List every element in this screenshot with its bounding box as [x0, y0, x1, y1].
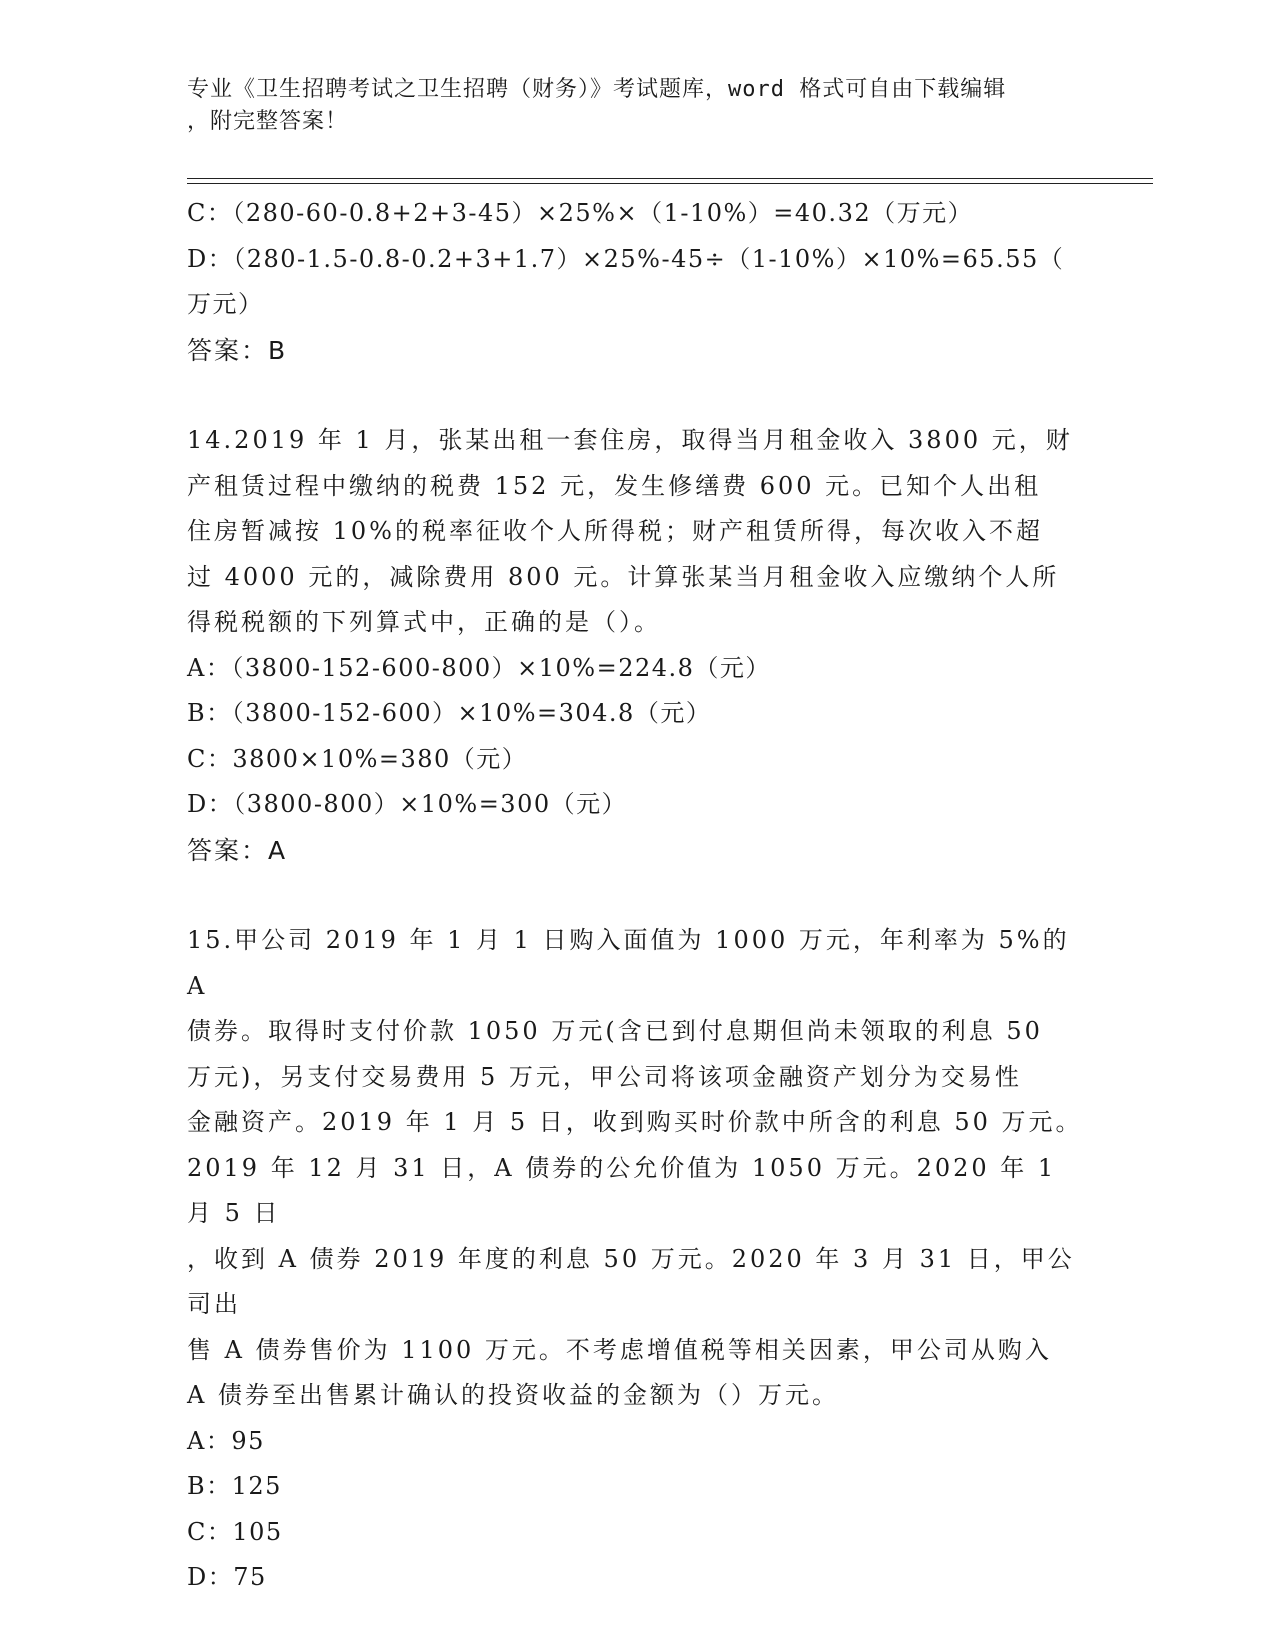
header-divider-top — [187, 178, 1153, 179]
q14-stem-line-1: 14.2019 年 1 月，张某出租一套住房，取得当月租金收入 3800 元，财 — [187, 426, 1073, 454]
header-line-2: ，附完整答案！ — [187, 109, 349, 134]
question-13-continued — [187, 191, 1087, 373]
header-line-1: 专业《卫生招聘考试之卫生招聘（财务）》考试题库，word 格式可自由下载编辑 — [187, 77, 1007, 102]
q13-answer: 答案：B — [187, 335, 288, 365]
q15-stem-line-4: 金融资产。2019 年 1 月 5 日，收到购买时价款中所含的利息 50 万元。 — [187, 1108, 1083, 1136]
q15-stem-line-2: 债券。取得时支付价款 1050 万元(含已到付息期但尚未领取的利息 50 — [187, 1017, 1043, 1045]
q15-stem-line-7: 售 A 债券售价为 1100 万元。不考虑增值税等相关因素，甲公司从购入 — [187, 1335, 1052, 1364]
spacer — [187, 373, 1087, 418]
question-15 — [187, 918, 1087, 1601]
q15-option-b: B：125 — [187, 1472, 282, 1500]
document-header — [187, 74, 1067, 138]
q15-option-d: D：75 — [187, 1563, 267, 1591]
q13-option-c: C：（280-60-0.8+2+3-45）×25%×（1-10%）=40.32（万元） — [187, 199, 974, 227]
q15-option-c: C：105 — [187, 1517, 283, 1546]
question-14 — [187, 418, 1087, 873]
q13-option-d-line-2: 万元） — [187, 290, 264, 318]
q15-stem-line-5: 2019 年 12 月 31 日，A 债券的公允价值为 1050 万元。2020 年 1 月 5 日 — [187, 1153, 1057, 1227]
q15-stem-line-6: ，收到 A 债券 2019 年度的利息 50 万元。2020 年 3 月 31 日，甲公司出 — [187, 1244, 1075, 1318]
q14-answer: 答案：A — [187, 835, 288, 865]
q14-stem-line-2: 产租赁过程中缴纳的税费 152 元，发生修缮费 600 元。已知个人出租 — [187, 471, 1042, 500]
q14-option-d: D：（3800-800）×10%=300（元） — [187, 790, 628, 818]
spacer — [187, 873, 1087, 918]
q14-option-c: C：3800×10%=380（元） — [187, 744, 528, 773]
document-body — [187, 191, 1087, 1601]
q14-option-b: B：（3800-152-600）×10%=304.8（元） — [187, 699, 712, 727]
q15-stem-line-1: 15.甲公司 2019 年 1 月 1 日购入面值为 1000 万元，年利率为 5%的 A — [187, 926, 1070, 1000]
q14-option-a: A：（3800-152-600-800）×10%=224.8（元） — [187, 653, 771, 682]
q14-stem-line-3: 住房暂减按 10%的税率征收个人所得税；财产租赁所得，每次收入不超 — [187, 517, 1043, 545]
q13-option-d-line-1: D：（280-1.5-0.8-0.2+3+1.7）×25%-45÷（1-10%）×10%=65.55（ — [187, 244, 1065, 273]
header-divider-bottom — [187, 183, 1153, 184]
q14-stem-line-4: 过 4000 元的，减除费用 800 元。计算张某当月租金收入应缴纳个人所 — [187, 562, 1060, 591]
q15-stem-line-3: 万元)，另支付交易费用 5 万元，甲公司将该项金融资产划分为交易性 — [187, 1062, 1022, 1091]
q15-option-a: A：95 — [187, 1426, 265, 1455]
q14-stem-line-5: 得税税额的下列算式中，正确的是（）。 — [187, 608, 661, 636]
q15-stem-line-8: A 债券至出售累计确认的投资收益的金额为（）万元。 — [187, 1381, 839, 1409]
